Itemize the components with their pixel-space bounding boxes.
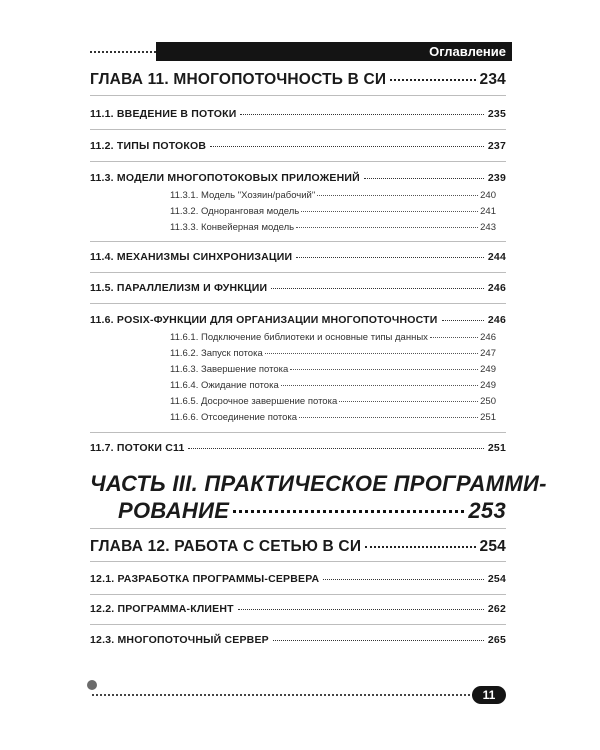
- footer-dotted-line: [92, 694, 474, 696]
- toc-section-12-3[interactable]: [90, 634, 506, 646]
- page-number: 11: [472, 686, 506, 704]
- toc-section-12-2[interactable]: [90, 603, 506, 615]
- dot-leader: [238, 609, 484, 610]
- toc-section-11-4[interactable]: [90, 251, 506, 263]
- entry-page: 246: [487, 314, 506, 326]
- entry-page: 243: [480, 222, 496, 233]
- entry-title: 11.6.4. Ожидание потока: [170, 380, 279, 391]
- toc-subsection-11-6-2[interactable]: [170, 348, 496, 359]
- running-header-title: Оглавление: [429, 44, 506, 59]
- entry-page: 254: [479, 538, 506, 555]
- entry-title: 11.6.3. Завершение потока: [170, 364, 289, 375]
- footer-bullet-icon: [87, 680, 97, 690]
- divider: [90, 241, 506, 242]
- entry-page: 241: [480, 206, 496, 217]
- toc-part-3-line1[interactable]: ЧАСТЬ III. ПРАКТИЧЕСКОЕ ПРОГРАММИ-: [90, 471, 547, 496]
- toc-subsection-11-6-1[interactable]: [170, 332, 496, 343]
- toc-part-3[interactable]: [90, 498, 506, 524]
- toc-subsection-11-6-3[interactable]: [170, 364, 496, 375]
- toc-section-11-3[interactable]: [90, 172, 506, 184]
- toc-section-11-7[interactable]: [90, 442, 506, 454]
- divider: [90, 624, 506, 625]
- dot-leader: [339, 401, 478, 402]
- toc-section-11-5[interactable]: [90, 282, 506, 294]
- toc-subsection-11-3-3[interactable]: [170, 222, 496, 233]
- entry-page: 240: [480, 190, 496, 201]
- divider: [90, 303, 506, 304]
- entry-title: ГЛАВА 12. РАБОТА С СЕТЬЮ В СИ: [90, 538, 362, 555]
- dot-leader: [265, 353, 478, 354]
- toc-subsection-11-3-1[interactable]: [170, 190, 496, 201]
- entry-title: 11.6.6. Отсоединение потока: [170, 412, 298, 423]
- dot-leader: [365, 546, 475, 548]
- entry-title: 11.6.1. Подключение библиотеки и основные типы данных: [170, 332, 428, 343]
- entry-title: 11.1. ВВЕДЕНИЕ В ПОТОКИ: [90, 108, 237, 120]
- toc-chapter-12[interactable]: [90, 538, 506, 556]
- dot-leader: [323, 579, 484, 580]
- entry-page: 250: [480, 396, 496, 407]
- entry-page: 254: [487, 573, 506, 585]
- entry-title: 11.3. МОДЕЛИ МНОГОПОТОКОВЫХ ПРИЛОЖЕНИЙ: [90, 172, 360, 184]
- divider: [90, 432, 506, 433]
- entry-title: 11.6. POSIX-ФУНКЦИИ ДЛЯ ОРГАНИЗАЦИИ МНОГОПОТОЧНОСТИ: [90, 314, 438, 326]
- entry-title: 11.7. ПОТОКИ C11: [90, 442, 185, 454]
- toc-section-11-1[interactable]: [90, 108, 506, 120]
- dot-leader: [188, 448, 483, 449]
- entry-title: ГЛАВА 11. МНОГОПОТОЧНОСТЬ В СИ: [90, 71, 387, 88]
- dot-leader: [430, 337, 478, 338]
- dot-leader: [301, 211, 478, 212]
- toc-subsection-11-6-5[interactable]: [170, 396, 496, 407]
- entry-title: 12.2. ПРОГРАММА-КЛИЕНТ: [90, 603, 234, 615]
- entry-title: 12.3. МНОГОПОТОЧНЫЙ СЕРВЕР: [90, 634, 269, 646]
- dot-leader: [390, 79, 475, 81]
- entry-title: 11.4. МЕХАНИЗМЫ СИНХРОНИЗАЦИИ: [90, 251, 293, 263]
- entry-page: 246: [487, 282, 506, 294]
- entry-page: 234: [479, 71, 506, 88]
- entry-page: 249: [480, 380, 496, 391]
- toc-subsection-11-3-2[interactable]: [170, 206, 496, 217]
- divider: [90, 272, 506, 273]
- entry-page: 237: [487, 140, 506, 152]
- entry-page: 247: [480, 348, 496, 359]
- running-header: [156, 42, 512, 61]
- entry-title: 11.6.5. Досрочное завершение потока: [170, 396, 338, 407]
- entry-page: 251: [480, 412, 496, 423]
- entry-title: 11.6.2. Запуск потока: [170, 348, 263, 359]
- divider: [90, 594, 506, 595]
- entry-title: 11.3.2. Одноранговая модель: [170, 206, 300, 217]
- entry-title: 11.3.3. Конвейерная модель: [170, 222, 295, 233]
- divider: [90, 528, 506, 529]
- dot-leader: [364, 178, 484, 179]
- divider: [90, 161, 506, 162]
- entry-title: 11.5. ПАРАЛЛЕЛИЗМ И ФУНКЦИИ: [90, 282, 268, 294]
- entry-page: 251: [487, 442, 506, 454]
- toc-section-11-2[interactable]: [90, 140, 506, 152]
- toc-chapter-11[interactable]: [90, 71, 506, 89]
- entry-page: 246: [480, 332, 496, 343]
- entry-page: 253: [468, 498, 506, 523]
- dot-leader: [210, 146, 484, 147]
- entry-title: 11.3.1. Модель "Хозяин/рабочий": [170, 190, 316, 201]
- dot-leader: [299, 417, 478, 418]
- dot-leader: [240, 114, 483, 115]
- toc-subsection-11-6-6[interactable]: [170, 412, 496, 423]
- entry-page: 249: [480, 364, 496, 375]
- dot-leader: [271, 288, 484, 289]
- entry-title: 12.1. РАЗРАБОТКА ПРОГРАММЫ-СЕРВЕРА: [90, 573, 320, 585]
- dot-leader: [273, 640, 484, 641]
- entry-page: 262: [487, 603, 506, 615]
- dot-leader: [290, 369, 478, 370]
- dot-leader: [296, 227, 478, 228]
- dot-leader: [317, 195, 478, 196]
- entry-title: 11.2. ТИПЫ ПОТОКОВ: [90, 140, 207, 152]
- dot-leader: [442, 320, 484, 321]
- entry-page: 244: [487, 251, 506, 263]
- entry-page: 235: [487, 108, 506, 120]
- divider: [90, 95, 506, 96]
- toc-subsection-11-6-4[interactable]: [170, 380, 496, 391]
- dot-leader: [281, 385, 478, 386]
- header-dotted-line: [90, 51, 156, 53]
- divider: [90, 129, 506, 130]
- divider: [90, 561, 506, 562]
- entry-title: РОВАНИЕ: [118, 498, 230, 523]
- entry-page: 239: [487, 172, 506, 184]
- toc-section-12-1[interactable]: [90, 573, 506, 585]
- dot-leader: [296, 257, 484, 258]
- dot-leader: [233, 510, 464, 513]
- toc-section-11-6[interactable]: [90, 314, 506, 326]
- entry-page: 265: [487, 634, 506, 646]
